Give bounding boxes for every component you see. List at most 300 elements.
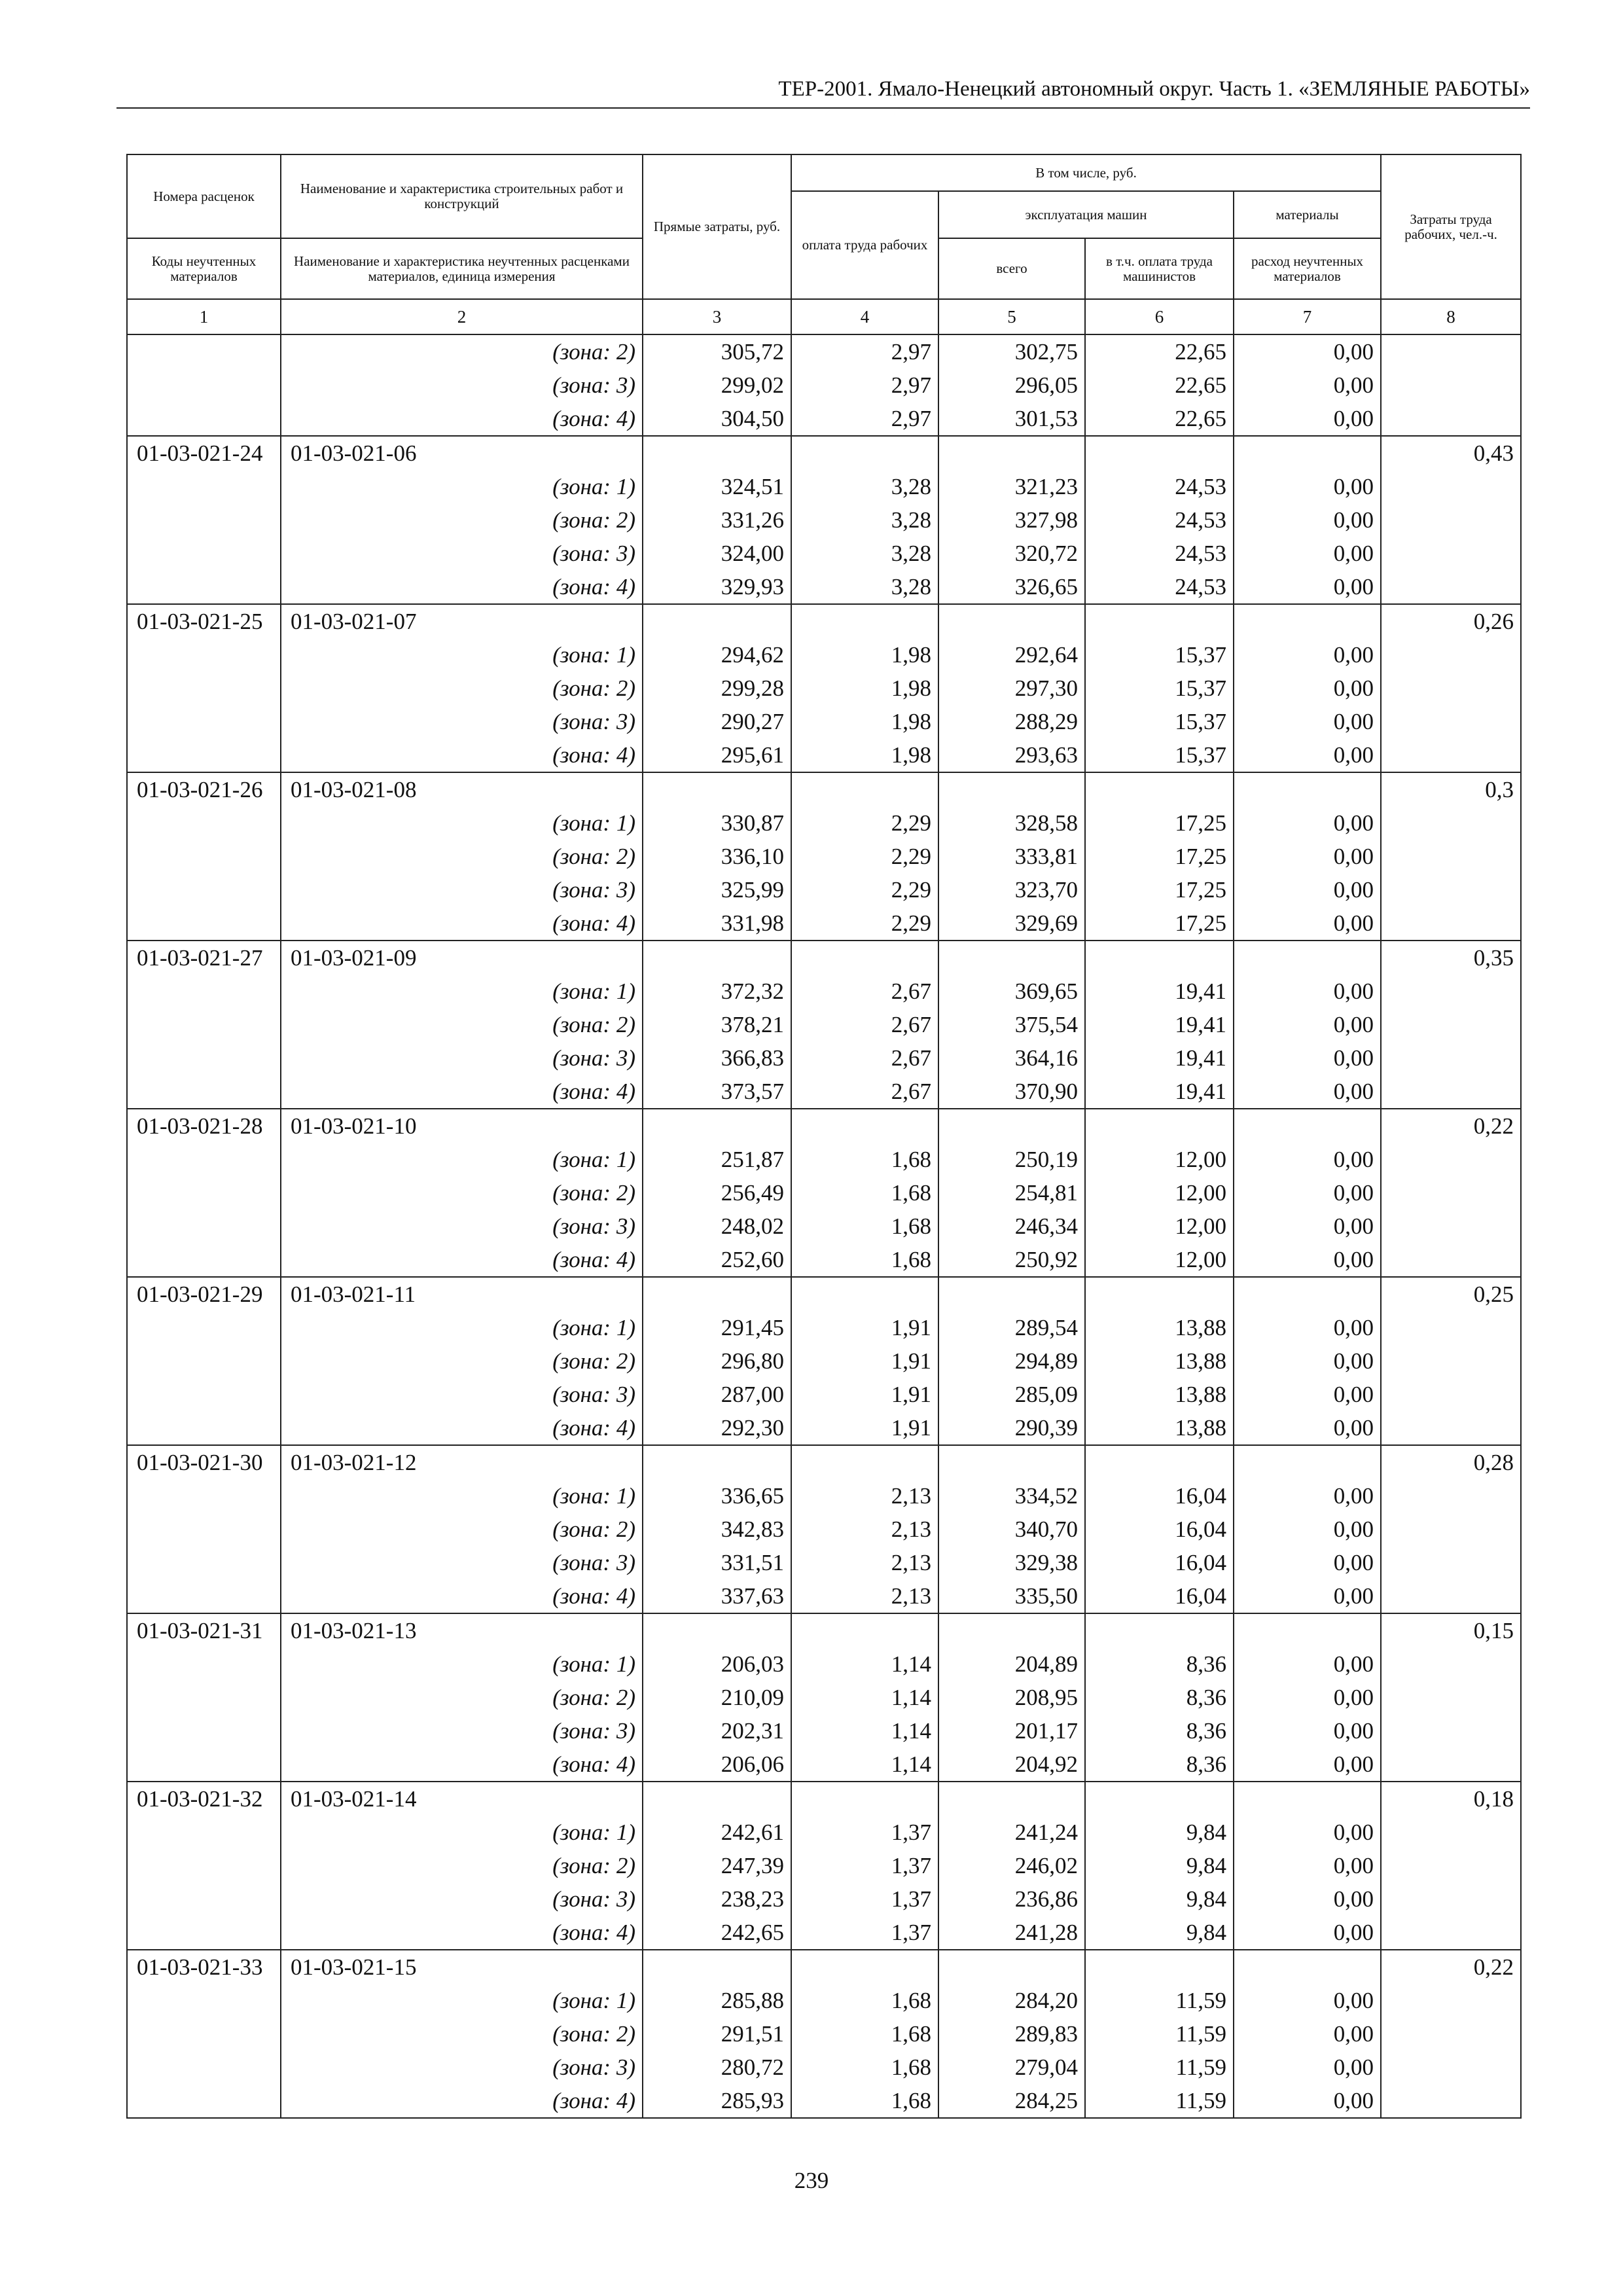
zone-label: (зона: 2) [281,334,643,368]
empty-cell [791,1613,938,1647]
machines-total: 246,34 [938,1210,1085,1243]
rate-name: 01-03-021-15 [281,1950,643,1984]
zone-row [127,2084,1521,2118]
empty-cell [1381,1714,1521,1748]
zone-row [127,1816,1521,1849]
labor-hours: 0,35 [1381,941,1521,975]
zone-label: (зона: 3) [281,1882,643,1916]
zone-label: (зона: 4) [281,1579,643,1613]
zone-row [127,806,1521,840]
empty-cell [1234,1613,1381,1647]
direct-costs: 304,50 [643,402,791,436]
empty-cell [1381,1210,1521,1243]
empty-cell [1381,1681,1521,1714]
zone-label: (зона: 3) [281,873,643,906]
machines-total: 334,52 [938,1479,1085,1513]
empty-cell [127,638,281,672]
empty-cell [938,1277,1085,1311]
zone-row [127,1849,1521,1882]
machines-total: 328,58 [938,806,1085,840]
rate-header-row [127,772,1521,806]
rate-header-row [127,941,1521,975]
rate-name: 01-03-021-09 [281,941,643,975]
direct-costs: 210,09 [643,1681,791,1714]
labor-pay: 2,67 [791,1075,938,1109]
zone-row [127,1984,1521,2017]
materials: 0,00 [1234,1176,1381,1210]
direct-costs: 242,65 [643,1916,791,1950]
empty-cell [1381,672,1521,705]
zone-label: (зона: 3) [281,1210,643,1243]
machinists-pay: 8,36 [1085,1748,1234,1782]
direct-costs: 238,23 [643,1882,791,1916]
materials: 0,00 [1234,2017,1381,2051]
materials: 0,00 [1234,470,1381,503]
empty-cell [127,368,281,402]
direct-costs: 248,02 [643,1210,791,1243]
machinists-pay: 12,00 [1085,1176,1234,1210]
header-unaccounted-codes: Коды неучтенных материалов [127,238,281,299]
empty-cell [791,604,938,638]
header-including-group: В том числе, руб. [791,154,1381,191]
materials: 0,00 [1234,1546,1381,1579]
empty-cell [1234,604,1381,638]
empty-cell [938,1109,1085,1143]
empty-cell [127,806,281,840]
empty-cell [1381,1176,1521,1210]
materials: 0,00 [1234,1479,1381,1513]
zone-row [127,1882,1521,1916]
direct-costs: 290,27 [643,705,791,738]
machinists-pay: 22,65 [1085,334,1234,368]
materials: 0,00 [1234,1210,1381,1243]
machines-total: 326,65 [938,570,1085,604]
labor-pay: 1,68 [791,2084,938,2118]
empty-cell [1381,705,1521,738]
machinists-pay: 9,84 [1085,1916,1234,1950]
header-rate-numbers: Номера расценок [127,154,281,238]
machines-total: 289,83 [938,2017,1085,2051]
direct-costs: 373,57 [643,1075,791,1109]
direct-costs: 336,65 [643,1479,791,1513]
empty-cell [127,1714,281,1748]
zone-label: (зона: 3) [281,1714,643,1748]
empty-cell [791,772,938,806]
empty-cell [1085,941,1234,975]
zone-row [127,672,1521,705]
materials: 0,00 [1234,705,1381,738]
column-number: 3 [643,299,791,334]
rate-name: 01-03-021-07 [281,604,643,638]
zone-row [127,1041,1521,1075]
machines-total: 297,30 [938,672,1085,705]
empty-cell [1381,334,1521,368]
empty-cell [791,1445,938,1479]
machinists-pay: 24,53 [1085,470,1234,503]
machines-total: 329,38 [938,1546,1085,1579]
materials: 0,00 [1234,738,1381,772]
machines-total: 201,17 [938,1714,1085,1748]
machinists-pay: 13,88 [1085,1344,1234,1378]
column-number: 5 [938,299,1085,334]
empty-cell [1381,1041,1521,1075]
machinists-pay: 19,41 [1085,975,1234,1008]
empty-cell [791,1782,938,1816]
machinists-pay: 15,37 [1085,638,1234,672]
labor-hours: 0,26 [1381,604,1521,638]
empty-cell [127,1075,281,1109]
materials: 0,00 [1234,840,1381,873]
machinists-pay: 12,00 [1085,1210,1234,1243]
machinists-pay: 13,88 [1085,1311,1234,1344]
zone-row [127,1176,1521,1210]
machines-total: 236,86 [938,1882,1085,1916]
empty-cell [127,334,281,368]
empty-cell [127,470,281,503]
column-numbers-row [127,299,1521,334]
zone-row [127,402,1521,436]
zone-row [127,1378,1521,1411]
machines-total: 241,28 [938,1916,1085,1950]
machinists-pay: 19,41 [1085,1008,1234,1041]
machines-total: 288,29 [938,705,1085,738]
zone-row [127,975,1521,1008]
empty-cell [1085,1782,1234,1816]
empty-cell [1381,906,1521,941]
header-unaccounted-name: Наименование и характеристика неучтенных расценками материалов, единица измерения [281,238,643,299]
empty-cell [127,2051,281,2084]
header-machinists-pay: в т.ч. оплата труда машинистов [1085,238,1234,299]
labor-pay: 3,28 [791,470,938,503]
labor-pay: 1,91 [791,1378,938,1411]
materials: 0,00 [1234,1411,1381,1445]
machines-total: 293,63 [938,738,1085,772]
labor-pay: 2,13 [791,1546,938,1579]
labor-pay: 1,14 [791,1681,938,1714]
direct-costs: 291,51 [643,2017,791,2051]
machines-total: 294,89 [938,1344,1085,1378]
header-material-consumption: расход неучтенных материалов [1234,238,1381,299]
rate-code: 01-03-021-28 [127,1109,281,1143]
machinists-pay: 16,04 [1085,1513,1234,1546]
machinists-pay: 8,36 [1085,1647,1234,1681]
empty-cell [1381,1816,1521,1849]
empty-cell [127,1411,281,1445]
zone-label: (зона: 1) [281,638,643,672]
machines-total: 370,90 [938,1075,1085,1109]
materials: 0,00 [1234,570,1381,604]
zone-label: (зона: 1) [281,1479,643,1513]
zone-row [127,2051,1521,2084]
empty-cell [127,402,281,436]
labor-pay: 1,68 [791,1243,938,1277]
empty-cell [791,1950,938,1984]
machinists-pay: 16,04 [1085,1479,1234,1513]
direct-costs: 329,93 [643,570,791,604]
machines-total: 289,54 [938,1311,1085,1344]
materials: 0,00 [1234,1916,1381,1950]
machines-total: 369,65 [938,975,1085,1008]
empty-cell [1381,1916,1521,1950]
materials: 0,00 [1234,1008,1381,1041]
empty-cell [643,1782,791,1816]
empty-cell [1381,638,1521,672]
direct-costs: 331,26 [643,503,791,537]
empty-cell [643,604,791,638]
materials: 0,00 [1234,2051,1381,2084]
materials: 0,00 [1234,1882,1381,1916]
empty-cell [127,975,281,1008]
labor-pay: 2,13 [791,1479,938,1513]
rate-header-row [127,1613,1521,1647]
empty-cell [127,1849,281,1882]
machines-total: 290,39 [938,1411,1085,1445]
zone-row [127,1748,1521,1782]
zone-label: (зона: 1) [281,975,643,1008]
machines-total: 364,16 [938,1041,1085,1075]
materials: 0,00 [1234,1984,1381,2017]
empty-cell [127,1176,281,1210]
labor-pay: 1,37 [791,1882,938,1916]
machines-total: 285,09 [938,1378,1085,1411]
zone-row [127,1008,1521,1041]
empty-cell [127,1311,281,1344]
machinists-pay: 11,59 [1085,2084,1234,2118]
materials: 0,00 [1234,1647,1381,1681]
empty-cell [938,1613,1085,1647]
materials: 0,00 [1234,1714,1381,1748]
empty-cell [1381,1546,1521,1579]
machines-total: 292,64 [938,638,1085,672]
empty-cell [643,1950,791,1984]
empty-cell [127,738,281,772]
direct-costs: 295,61 [643,738,791,772]
labor-pay: 2,29 [791,873,938,906]
direct-costs: 242,61 [643,1816,791,1849]
header-direct-costs: Прямые затраты, руб. [643,154,791,299]
zone-row [127,1243,1521,1277]
labor-hours: 0,43 [1381,436,1521,470]
empty-cell [1381,1882,1521,1916]
machines-total: 241,24 [938,1816,1085,1849]
materials: 0,00 [1234,1748,1381,1782]
table-header [127,154,1521,334]
zone-label: (зона: 2) [281,1176,643,1210]
table-body [127,334,1521,2118]
labor-pay: 1,91 [791,1311,938,1344]
materials: 0,00 [1234,1143,1381,1176]
empty-cell [1381,1579,1521,1613]
labor-hours: 0,28 [1381,1445,1521,1479]
materials: 0,00 [1234,1344,1381,1378]
machines-total: 250,92 [938,1243,1085,1277]
zone-label: (зона: 4) [281,402,643,436]
empty-cell [1234,772,1381,806]
zone-row [127,1546,1521,1579]
zone-label: (зона: 2) [281,1344,643,1378]
machines-total: 246,02 [938,1849,1085,1882]
direct-costs: 206,06 [643,1748,791,1782]
zone-label: (зона: 2) [281,1008,643,1041]
labor-pay: 3,28 [791,570,938,604]
zone-row [127,1075,1521,1109]
zone-label: (зона: 3) [281,705,643,738]
materials: 0,00 [1234,806,1381,840]
zone-row [127,1647,1521,1681]
rate-header-row [127,1782,1521,1816]
rate-code: 01-03-021-29 [127,1277,281,1311]
header-machines-total: всего [938,238,1085,299]
labor-pay: 2,97 [791,334,938,368]
materials: 0,00 [1234,672,1381,705]
empty-cell [1381,1479,1521,1513]
machinists-pay: 22,65 [1085,368,1234,402]
rate-header-row [127,604,1521,638]
labor-hours: 0,22 [1381,1109,1521,1143]
empty-cell [127,1882,281,1916]
empty-cell [1381,1344,1521,1378]
empty-cell [938,1445,1085,1479]
rate-code: 01-03-021-32 [127,1782,281,1816]
zone-label: (зона: 4) [281,1075,643,1109]
column-number: 2 [281,299,643,334]
labor-pay: 1,91 [791,1411,938,1445]
empty-cell [1381,470,1521,503]
direct-costs: 294,62 [643,638,791,672]
zone-label: (зона: 2) [281,1681,643,1714]
empty-cell [643,941,791,975]
materials: 0,00 [1234,975,1381,1008]
direct-costs: 324,00 [643,537,791,570]
column-number: 1 [127,299,281,334]
page-number: 239 [794,2168,829,2193]
zone-label: (зона: 2) [281,672,643,705]
empty-cell [127,840,281,873]
materials: 0,00 [1234,2084,1381,2118]
machinists-pay: 16,04 [1085,1546,1234,1579]
machines-total: 301,53 [938,402,1085,436]
empty-cell [1381,1378,1521,1411]
direct-costs: 331,98 [643,906,791,941]
machinists-pay: 24,53 [1085,503,1234,537]
empty-cell [127,1681,281,1714]
zone-row [127,1479,1521,1513]
empty-cell [1381,402,1521,436]
column-number: 8 [1381,299,1521,334]
empty-cell [127,1513,281,1546]
empty-cell [1234,436,1381,470]
materials: 0,00 [1234,906,1381,941]
direct-costs: 251,87 [643,1143,791,1176]
machinists-pay: 9,84 [1085,1849,1234,1882]
empty-cell [1381,1243,1521,1277]
empty-cell [1381,1311,1521,1344]
machinists-pay: 19,41 [1085,1041,1234,1075]
labor-hours: 0,15 [1381,1613,1521,1647]
direct-costs: 378,21 [643,1008,791,1041]
zone-label: (зона: 3) [281,537,643,570]
zone-row [127,840,1521,873]
empty-cell [1234,1782,1381,1816]
zone-label: (зона: 4) [281,1748,643,1782]
empty-cell [127,1579,281,1613]
machines-total: 284,25 [938,2084,1085,2118]
materials: 0,00 [1234,638,1381,672]
labor-pay: 2,29 [791,840,938,873]
zone-row [127,1311,1521,1344]
materials: 0,00 [1234,1243,1381,1277]
empty-cell [1381,738,1521,772]
materials: 0,00 [1234,1579,1381,1613]
column-number: 4 [791,299,938,334]
empty-cell [1381,368,1521,402]
direct-costs: 331,51 [643,1546,791,1579]
empty-cell [1381,537,1521,570]
labor-hours: 0,25 [1381,1277,1521,1311]
labor-pay: 1,91 [791,1344,938,1378]
direct-costs: 337,63 [643,1579,791,1613]
header-machines: эксплуатация машин [938,191,1234,238]
empty-cell [643,1277,791,1311]
empty-cell [1381,1513,1521,1546]
zone-row [127,368,1521,402]
empty-cell [1381,1647,1521,1681]
zone-row [127,1714,1521,1748]
empty-cell [1381,1008,1521,1041]
empty-cell [127,1748,281,1782]
machinists-pay: 17,25 [1085,840,1234,873]
direct-costs: 325,99 [643,873,791,906]
machinists-pay: 12,00 [1085,1243,1234,1277]
rate-name: 01-03-021-13 [281,1613,643,1647]
labor-pay: 2,97 [791,368,938,402]
materials: 0,00 [1234,1816,1381,1849]
machinists-pay: 19,41 [1085,1075,1234,1109]
direct-costs: 292,30 [643,1411,791,1445]
labor-pay: 2,13 [791,1579,938,1613]
machines-total: 323,70 [938,873,1085,906]
rate-header-row [127,1445,1521,1479]
zone-label: (зона: 4) [281,2084,643,2118]
materials: 0,00 [1234,873,1381,906]
machines-total: 327,98 [938,503,1085,537]
empty-cell [127,672,281,705]
labor-pay: 1,98 [791,672,938,705]
zone-row [127,1513,1521,1546]
empty-cell [1381,2051,1521,2084]
header-materials: материалы [1234,191,1381,238]
direct-costs: 247,39 [643,1849,791,1882]
zone-label: (зона: 2) [281,1849,643,1882]
empty-cell [643,1109,791,1143]
empty-cell [1381,503,1521,537]
labor-pay: 1,68 [791,2017,938,2051]
empty-cell [938,436,1085,470]
labor-pay: 2,13 [791,1513,938,1546]
zone-label: (зона: 3) [281,2051,643,2084]
rate-code: 01-03-021-24 [127,436,281,470]
empty-cell [127,705,281,738]
empty-cell [1381,2017,1521,2051]
empty-cell [127,1647,281,1681]
direct-costs: 296,80 [643,1344,791,1378]
labor-hours: 0,18 [1381,1782,1521,1816]
direct-costs: 366,83 [643,1041,791,1075]
machinists-pay: 15,37 [1085,672,1234,705]
empty-cell [127,873,281,906]
labor-pay: 1,37 [791,1916,938,1950]
direct-costs: 324,51 [643,470,791,503]
